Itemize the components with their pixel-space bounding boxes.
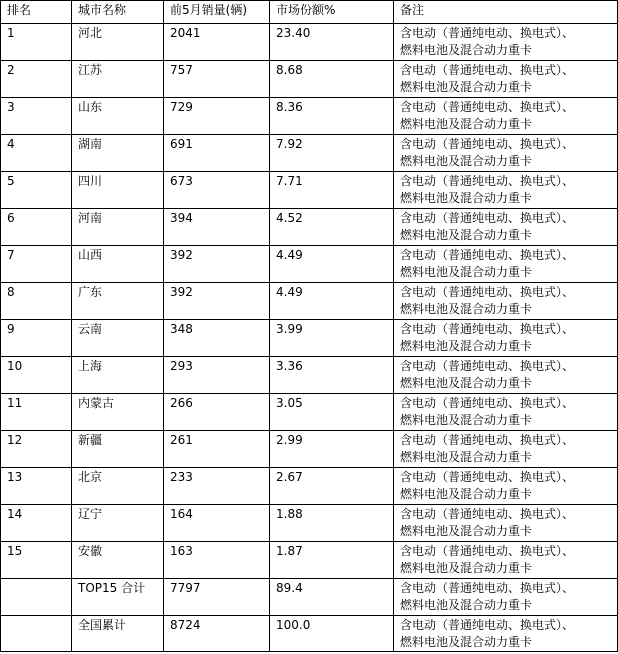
share-cell: 4.49 [270,283,394,320]
sales-cell: 757 [164,61,270,98]
city-cell: 内蒙古 [72,394,164,431]
share-cell: 1.87 [270,542,394,579]
note-cell [394,579,618,616]
table-row [1,394,618,431]
table-row [1,209,618,246]
rank-cell: 4 [1,135,72,172]
city-cell: 四川 [72,172,164,209]
rank-cell: 5 [1,172,72,209]
header-note: 备注 [394,1,618,24]
rank-cell: 8 [1,283,72,320]
table-row [1,24,618,61]
note-cell [394,394,618,431]
rank-cell [1,579,72,616]
rank-cell [1,616,72,652]
city-cell: 江苏 [72,61,164,98]
share-cell: 1.88 [270,505,394,542]
city-cell: 云南 [72,320,164,357]
table-body [1,24,618,652]
note-line: 燃料电池及混合动力重卡 [400,635,533,649]
rank-cell: 7 [1,246,72,283]
sales-cell: 691 [164,135,270,172]
note-line: 含电动（普通纯电动、换电式）、 [400,470,575,484]
table-row [1,468,618,505]
sales-cell: 2041 [164,24,270,61]
note-line: 燃料电池及混合动力重卡 [400,265,533,279]
note-line: 含电动（普通纯电动、换电式）、 [400,507,575,521]
note-line: 燃料电池及混合动力重卡 [400,376,533,390]
note-line: 燃料电池及混合动力重卡 [400,191,533,205]
note-line: 燃料电池及混合动力重卡 [400,487,533,501]
rank-cell: 10 [1,357,72,394]
share-cell: 7.92 [270,135,394,172]
city-cell: 上海 [72,357,164,394]
note-line: 燃料电池及混合动力重卡 [400,43,533,57]
share-cell: 89.4 [270,579,394,616]
share-cell: 4.49 [270,246,394,283]
share-cell: 3.05 [270,394,394,431]
note-cell [394,468,618,505]
rank-cell: 12 [1,431,72,468]
rank-cell: 11 [1,394,72,431]
rank-cell: 9 [1,320,72,357]
note-line: 含电动（普通纯电动、换电式）、 [400,618,575,632]
table-row [1,283,618,320]
note-cell [394,98,618,135]
rank-cell: 14 [1,505,72,542]
share-cell: 3.36 [270,357,394,394]
rank-cell: 2 [1,61,72,98]
share-cell: 100.0 [270,616,394,652]
city-cell: 河北 [72,24,164,61]
note-line: 燃料电池及混合动力重卡 [400,339,533,353]
sales-cell: 348 [164,320,270,357]
header-share: 市场份额% [270,1,394,24]
rank-cell: 13 [1,468,72,505]
note-cell [394,431,618,468]
city-cell: 安徽 [72,542,164,579]
table-row [1,172,618,209]
note-cell [394,357,618,394]
note-line: 含电动（普通纯电动、换电式）、 [400,63,575,77]
note-line: 含电动（普通纯电动、换电式）、 [400,433,575,447]
sales-cell: 266 [164,394,270,431]
table-row [1,505,618,542]
table-row [1,246,618,283]
note-line: 燃料电池及混合动力重卡 [400,450,533,464]
rank-cell: 15 [1,542,72,579]
sales-cell: 673 [164,172,270,209]
city-cell: 湖南 [72,135,164,172]
header-row [1,1,618,24]
note-line: 燃料电池及混合动力重卡 [400,598,533,612]
table-row [1,61,618,98]
note-cell [394,172,618,209]
note-line: 燃料电池及混合动力重卡 [400,228,533,242]
rank-cell: 1 [1,24,72,61]
city-cell: TOP15 合计 [72,579,164,616]
note-cell [394,542,618,579]
city-cell: 山西 [72,246,164,283]
note-line: 含电动（普通纯电动、换电式）、 [400,359,575,373]
city-cell: 山东 [72,98,164,135]
note-line: 含电动（普通纯电动、换电式）、 [400,285,575,299]
note-cell [394,320,618,357]
note-line: 燃料电池及混合动力重卡 [400,302,533,316]
sales-cell: 164 [164,505,270,542]
note-line: 含电动（普通纯电动、换电式）、 [400,137,575,151]
sales-cell: 392 [164,283,270,320]
note-line: 燃料电池及混合动力重卡 [400,80,533,94]
table-row [1,357,618,394]
note-line: 含电动（普通纯电动、换电式）、 [400,100,575,114]
table-row [1,542,618,579]
note-line: 含电动（普通纯电动、换电式）、 [400,174,575,188]
sales-cell: 394 [164,209,270,246]
note-line: 燃料电池及混合动力重卡 [400,154,533,168]
note-cell [394,61,618,98]
note-line: 含电动（普通纯电动、换电式）、 [400,26,575,40]
share-cell: 3.99 [270,320,394,357]
share-cell: 8.68 [270,61,394,98]
city-cell: 新疆 [72,431,164,468]
city-cell: 北京 [72,468,164,505]
sales-cell: 392 [164,246,270,283]
note-line: 含电动（普通纯电动、换电式）、 [400,211,575,225]
share-cell: 2.67 [270,468,394,505]
table-row [1,98,618,135]
note-line: 燃料电池及混合动力重卡 [400,413,533,427]
note-line: 燃料电池及混合动力重卡 [400,117,533,131]
note-line: 含电动（普通纯电动、换电式）、 [400,248,575,262]
note-line: 含电动（普通纯电动、换电式）、 [400,581,575,595]
share-cell: 23.40 [270,24,394,61]
sales-cell: 233 [164,468,270,505]
sales-cell: 729 [164,98,270,135]
table-row [1,135,618,172]
city-cell: 河南 [72,209,164,246]
share-cell: 7.71 [270,172,394,209]
note-line: 燃料电池及混合动力重卡 [400,561,533,575]
note-cell [394,135,618,172]
table-row [1,431,618,468]
share-cell: 4.52 [270,209,394,246]
rank-cell: 3 [1,98,72,135]
header-rank: 排名 [1,1,72,24]
city-cell: 辽宁 [72,505,164,542]
city-cell: 全国累计 [72,616,164,652]
sales-cell: 261 [164,431,270,468]
note-line: 燃料电池及混合动力重卡 [400,524,533,538]
note-cell [394,209,618,246]
sales-cell: 7797 [164,579,270,616]
city-cell: 广东 [72,283,164,320]
sales-cell: 8724 [164,616,270,652]
note-line: 含电动（普通纯电动、换电式）、 [400,396,575,410]
rank-cell: 6 [1,209,72,246]
sales-cell: 293 [164,357,270,394]
share-cell: 8.36 [270,98,394,135]
note-cell [394,24,618,61]
sales-cell: 163 [164,542,270,579]
share-cell: 2.99 [270,431,394,468]
note-line: 含电动（普通纯电动、换电式）、 [400,544,575,558]
table-row [1,320,618,357]
note-cell [394,283,618,320]
header-city: 城市名称 [72,1,164,24]
header-sales: 前5月销量(辆) [164,1,270,24]
note-line: 含电动（普通纯电动、换电式）、 [400,322,575,336]
note-cell [394,616,618,652]
table-row [1,579,618,616]
table-row [1,616,618,652]
note-cell [394,505,618,542]
note-cell [394,246,618,283]
